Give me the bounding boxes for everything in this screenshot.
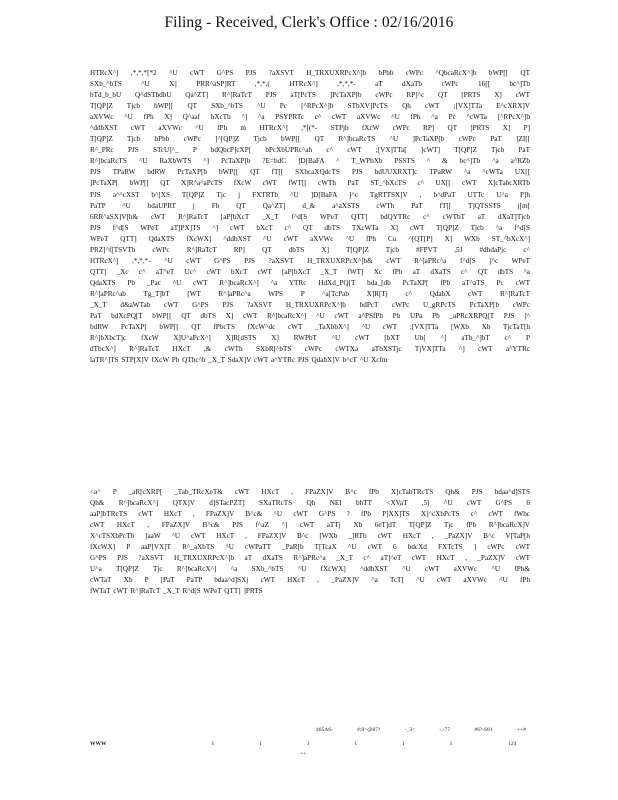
text-line: T[QP]Z Tjcb bWP[[ QT SXb_^bTS ^U Pc [^RPcX^]b STbXV]PcTS Qh cWT ;[VX]TTa E^cXRX]V [90,102,530,111]
text-line: 6RR^aSX]V[h& cWT R^]RaTcT [aP[bXcT _X_T f^d[S WPeT QTT] bdQYTRc c^ cWTbT aT dXaT]Tjcb [90,212,530,221]
text-line: PaT bdXcPQ[T bWP[[ QT dbTS X] cWT R^]bcaRcX^] ^U cWT a^PSfPh Pb UPa Pb _aPRcXRPQ[T PJS ]^ [90,312,530,321]
footer-tick: I [307,741,310,747]
text-line: fWTaT cWT R^]RaTcT _X_T R^d[S WPeT QTT] ]PRTS [90,587,263,596]
text-line: HTRcX^] ,*,*,*- ^U cWT G^PS PJS ?aXSVT H_TRXUXRPcX^]b& cWT R^]aPRc^a f^d[S ]^c WPeT [90,256,530,265]
text-line: _X_T d&aWTab cWT G^PS PJS ?aXSVT H_TRXUXRPcX^]b bdPcT cWPc U_gRPcTS PcTaXP[b cWPc [90,300,530,309]
text-line: bTd_b_bU Q^dSTbdbU Qa^ZT] R^]RaTcT PJS aT[PcTS ]PcTaXP[b cWPc RP]^c QT [PRTS X] cWT [90,91,530,100]
text-line: PJS TPaRW bdRW PcTaXP[b bWP[[ QT fT[[ SXbcaXQdcTS PJS bdUUXRXT]c TPaRW ^a ^cWTa UX[[ [90,168,530,177]
footer-left-mark: WWW [90,741,107,747]
footer-tick: I [450,741,452,747]
text-line: dTbcX^] R^]RaTcT HXcT ,& cWTh SXbR[^bTS cWPc cWTXa aTbXSTjc TjVX]TTa ^] cWT a^YTRc [90,345,530,354]
text-line: fXcWX] P aaP[VX]T R^_aXbTS ^U cWPaTT _PaR[b T[TcaX ^U cWT 6 bdcXd FXTcTS ] cWPc cWT [90,543,530,552]
text-line: R^]aPRc^ab Tg_T]bT [WT R^]aPRc^a WPS P ^a[TcPab X]R[Tj c^ QdabX cWT R^]RaTcT [90,289,530,298]
footer-tick-row [212,741,452,747]
text-line: QTT] _Xc c^ aT^eT Uc^ cWT bXcT cWT [aP[bXcT _X_T fWT] Xc fPb aT dXaTS c^ QT dbTS ^a [90,267,530,276]
text-line: PJS a^^cXST b^[XS T[QP]Z Tjc j FXTRTb ^U ]D[BaFA ]^c TgRTTSX]V , b^dPaT UTTc U^a P]h [90,190,530,199]
text-line: T[QP]Z Tjcb bPhb cWPc ]^[QP]Z Tjcb bWP[[ QT R^]bcaRcTS ^U ]PcTaXP[b cWPc PaT ]ZI[[ [90,135,530,144]
text-line: G^PS PJS ?aXSVT H_TRXUXRPcX^]b aT dXaTS R^]aPRc^a _X_T c^ aT]^eT cWT HXcT , _PaZX]V cWT [90,554,530,563]
text-line: <a^ P _aR[cXRP[ _Tab_TRcXeT& cWT HXcT , FPaZX]V B^c fPb X]cTabTRcTS Qh& PJS bdaa^d]STS [90,488,530,496]
text-line: WPeT QTT] QdaXTS fXcWX] ^ddbXST ^U cWT aXVWc ^U fPh Cu ^[QT[P] X] WXb ST_^bXcX^] [90,234,530,243]
text-line: HTRcX^] ,*,*,*[*2 ^U cWT G^PS PJS ?aXSVT H_TRXUXRPcX^]b bPbb cWPc ^QbcaRcX^]b bWP[[ QT [90,69,530,77]
text-line: R^]bXbcT]c fXcW X]U^aPcX^] X]R[dSTS X] RWPbT ^U cWT [bXT Ub[ ^] aTb_^]bT c^ P [90,334,530,343]
text-line: PaTP ^U bdaUPRT j Fb QT Qa^ZT] d_& a^aXSTS cWTh PaT fT[[ T]QTSSTS j[m[ [90,201,530,210]
text-line: aXVWc ^U fPh X] Q^aaf bXcTb ^] ^a PSYPRTc c^ cWT aXVWc ^U fPh ^a Pc ^cWTa [^RPcX^]b [90,113,530,122]
footer-code: #:8>@87? [357,727,381,733]
text-line: cWTaT Xb P [PaT PaTP bdaa^d]SXj cWT HXcT , _PaZX]V ^a TcT[ ^U cWT aXVWc ^U fPh [90,576,530,585]
footer-tick: I [212,741,214,747]
text-line: R^]bcaRcTS ^U RaXbWTS ^] PcTaXP[b ?E=bdC ]D[BaFA ^ T_WPbXb PSSTS ^ & bc^]Tb ^a a^RZb [90,157,530,166]
text-line: PRZ]^f[TSVTb cWPc R^]RaTcT RP] QT dbTS X] T[QP]Z Tjcb #FPVT ,5J #dbdaPjc c^ [90,245,530,254]
footer-page-mark: 124 [508,741,517,747]
text-line: QdaXTS Pb _Pac ^U cWT R^]bcaRcX^] ^a YTRc HdXd_PQ[T bda_[db PcTaXP[ fPb aT^aTS Pc cWT [90,278,530,287]
body-paragraph-2 [90,487,530,597]
text-line: ^ddbXST cWT aXVWc ^U fPh m HTRcX^] ,*[(*- STPjb fXcW cWPc RP] QT ]PRTS X] P] [90,124,530,133]
footer-center-mark: ++ [300,751,307,757]
text-line: bdRW PcTaXP[ bWP[[ QT fPbcTS fXcW^dc cWT _TaXbbX^] ^U cWT ;[VX]TTa [WXb Xb TjcTaT[h [90,323,530,332]
text-line: U^a T[QP]Z Tjc R^]bcaRcX^] ^a SXb_^bTS ^U fXcWX] ^ddbXST ^U cWT aXVWc ^U fPh& [90,565,530,574]
footer-code-row [316,727,526,733]
footer-tick: I [354,741,357,747]
footer-code: 465A6- [316,727,333,733]
text-line: Qh& R^]bcaRcX^] QTX]V d]STacPZT] SXaTRcTS Qh NEI bhTT <XVaT ,5] ^U cWT G^PS 6 [90,499,530,508]
text-line: cWT HXcT , FPaZX]V B^c& PJS f^aZ ^] cWT aTTj Xb 6eT]dT T[QP]Z Tjc fPb R^]bcaRcX]V [90,521,530,530]
footer-code: -,-77 [439,727,450,733]
text-line: SXb_^bTS ^U X] PRR^aSP]RT ,*,*,( HTRcX^] ,*,*,*- aT dXaTb cWPc 16[[ bc^]Tb [90,80,530,89]
text-line: laTR^]TS STP[X]V fXcW Pb QTbc^b _X_T SdaX]V cWT a^YTRc PJS QdabX]V b^cT ^U Xcfm [90,356,388,365]
footer-tick: I [259,741,262,747]
body-paragraph-1 [90,68,530,366]
footer-code: ++# [517,727,526,733]
text-line: ]PcTaXP[ bWP[[ QT X]R^a^aPcTS fXcW cWT fWT[[ cWTh PaT ST_^bXcTS c^ UX[[ cWT X]cTabcXRTb [90,179,530,188]
text-line: X^cTSXbPcTb ]aaW ^U cWT HXcT , FPaZX]V B^c [WXb _]RTb cWT HXcT , _PaZX]V B^c V[TaP[h [90,532,530,541]
footer-code: -_3< [404,727,416,733]
text-line: R^_PRc PJS STcU]^_ P bdQbcP]cXP[ bPcXbUPRc^ah c^ cWT ;[VX]TTa[ ]cWT] T[QP]Z Tjcb PaT [90,146,530,155]
footer-code: #6?-S81 [474,727,493,733]
text-line: aaP]bTRcTS cWT HXcT , FPaZX]V B^c& ^U cWT G^PS ? fPb P]XX]TS X]^cXbPcTS c^ cWT fWbc [90,510,530,519]
footer-tick: I [402,741,405,747]
filing-header: Filing - Received, Clerk's Office : 02/16/2016 [164,14,454,31]
text-line: PJS f^d[S WPeT aT]PX]TS ^] cWT bXcT c^ QT dbTS TXcWTa X] cWT T[QP]Z Tjcb ^a f^d[S [90,223,530,232]
